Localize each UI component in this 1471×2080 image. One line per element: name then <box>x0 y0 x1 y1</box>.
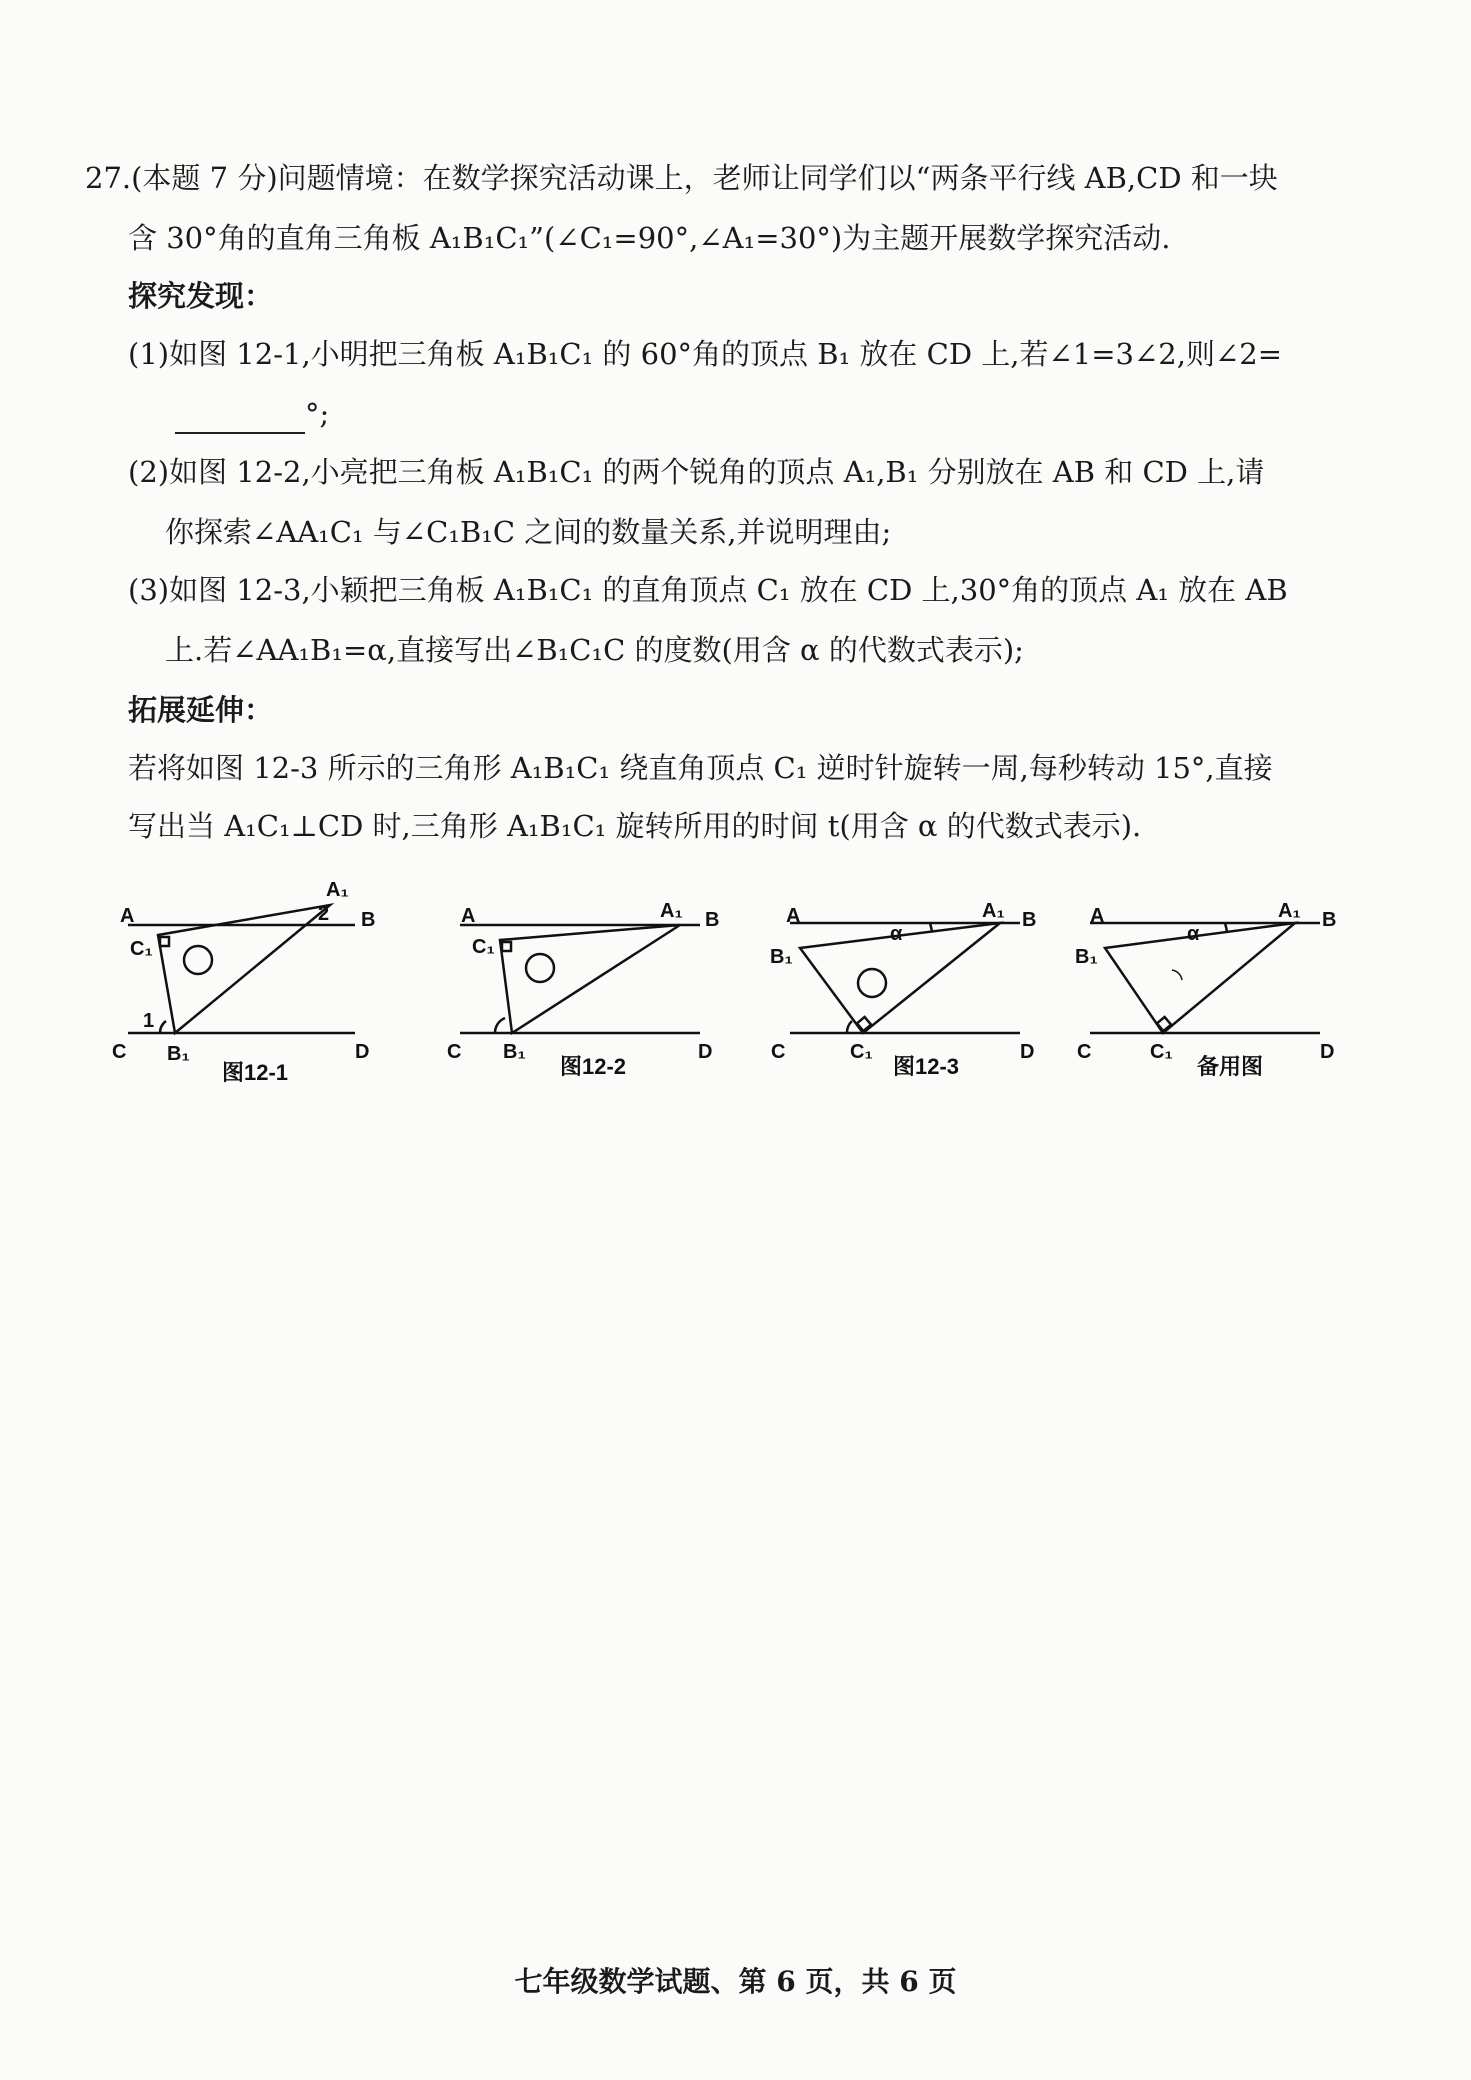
fig3-label-b1: B₁ <box>770 946 793 968</box>
question-2-line-2: 你探索∠AA₁C₁ 与∠C₁B₁C 之间的数量关系,并说明理由; <box>165 515 892 549</box>
fig2-label-c1: C₁ <box>472 936 495 958</box>
extension-line-1: 若将如图 12-3 所示的三角形 A₁B₁C₁ 绕直角顶点 C₁ 逆时针旋转一周,每秒转动 15°,直接 <box>128 751 1273 785</box>
fig3-label-a1: A₁ <box>982 900 1005 922</box>
fig3-label-c: C <box>771 1041 786 1063</box>
heading-explore: 探究发现： <box>128 279 274 313</box>
fig3-label-b: B <box>1022 909 1037 931</box>
right-angle-mark <box>160 937 169 946</box>
extension-line-2: 写出当 A₁C₁⊥CD 时,三角形 A₁B₁C₁ 旋转所用的时间 t(用含 α 的代数式表示). <box>128 809 1142 843</box>
fig4-label-b: B <box>1322 909 1337 931</box>
fig1-label-a1: A₁ <box>326 879 349 901</box>
question-3-line-2: 上.若∠AA₁B₁=α,直接写出∠B₁C₁C 的度数(用含 α 的代数式表示); <box>165 633 1024 667</box>
fig1-label-c: C <box>112 1041 127 1063</box>
fig2-label-d: D <box>698 1041 713 1063</box>
fig3-label-d: D <box>1020 1041 1035 1063</box>
figure-12-3 <box>790 923 1020 1033</box>
fig3-label-a: A <box>786 905 801 927</box>
figure-12-2 <box>460 925 700 1033</box>
figure-backup <box>1090 923 1320 1033</box>
triangle-hole <box>858 969 886 997</box>
heading-extend: 拓展延伸： <box>128 693 274 727</box>
fig3-label-c1: C₁ <box>850 1041 873 1063</box>
fig2-label-c: C <box>447 1041 462 1063</box>
triangle-hole <box>184 946 212 974</box>
fig4-caption: 备用图 <box>1197 1054 1264 1079</box>
fig4-label-alpha: α <box>1187 923 1200 945</box>
fig1-label-a: A <box>120 905 135 927</box>
question-1-line-1: (1)如图 12-1,小明把三角板 A₁B₁C₁ 的 60°角的顶点 B₁ 放在 CD 上,若∠1=3∠2,则∠2= <box>128 337 1283 371</box>
question-1-degree-suffix: °; <box>305 397 330 431</box>
pencil-mark <box>1172 970 1182 980</box>
angle-arc <box>847 1021 852 1033</box>
problem-statement-line-2: 含 30°角的直角三角板 A₁B₁C₁”(∠C₁=90°,∠A₁=30°)为主题开展数学探究活动. <box>128 221 1171 255</box>
question-3-line-1: (3)如图 12-3,小颖把三角板 A₁B₁C₁ 的直角顶点 C₁ 放在 CD 上,30°角的顶点 A₁ 放在 AB <box>128 573 1288 607</box>
problem-statement-line-1: 27.(本题 7 分)问题情境：在数学探究活动课上，老师让同学们以“两条平行线 AB,CD 和一块 <box>85 161 1278 195</box>
question-2-line-1: (2)如图 12-2,小亮把三角板 A₁B₁C₁ 的两个锐角的顶点 A₁,B₁ 分别放在 AB 和 CD 上,请 <box>128 455 1265 489</box>
fig3-caption: 图12-3 <box>893 1054 960 1079</box>
fig2-label-b: B <box>705 909 720 931</box>
right-angle-mark <box>502 942 511 951</box>
angle-1-arc <box>160 1021 166 1033</box>
fig4-label-d: D <box>1320 1041 1335 1063</box>
angle-arc <box>495 1018 505 1033</box>
triangle-a1b1c1 <box>500 925 680 1033</box>
fig4-label-c1: C₁ <box>1150 1041 1173 1063</box>
fig4-label-b1: B₁ <box>1075 946 1098 968</box>
triangle-hole <box>526 954 554 982</box>
fig1-label-angle-1: 1 <box>143 1010 155 1032</box>
triangle-a1b1c1 <box>1105 923 1295 1033</box>
alpha-arc <box>1225 923 1227 932</box>
fig4-label-a1: A₁ <box>1278 900 1301 922</box>
fig2-label-b1: B₁ <box>503 1041 526 1063</box>
fig1-label-angle-2: 2 <box>318 903 330 925</box>
fig1-label-c1: C₁ <box>130 938 153 960</box>
page-footer: 七年级数学试题、第 6 页，共 6 页 <box>514 1965 957 1998</box>
fig1-label-d: D <box>355 1041 370 1063</box>
fig3-label-alpha: α <box>890 923 903 945</box>
fig4-label-a: A <box>1090 905 1105 927</box>
fig4-label-c: C <box>1077 1041 1092 1063</box>
fig2-caption: 图12-2 <box>560 1054 627 1079</box>
fig2-label-a: A <box>461 905 476 927</box>
fig1-label-b1: B₁ <box>167 1043 190 1065</box>
fig1-caption: 图12-1 <box>222 1060 289 1085</box>
fig2-label-a1: A₁ <box>660 900 683 922</box>
fig1-label-b: B <box>361 909 376 931</box>
